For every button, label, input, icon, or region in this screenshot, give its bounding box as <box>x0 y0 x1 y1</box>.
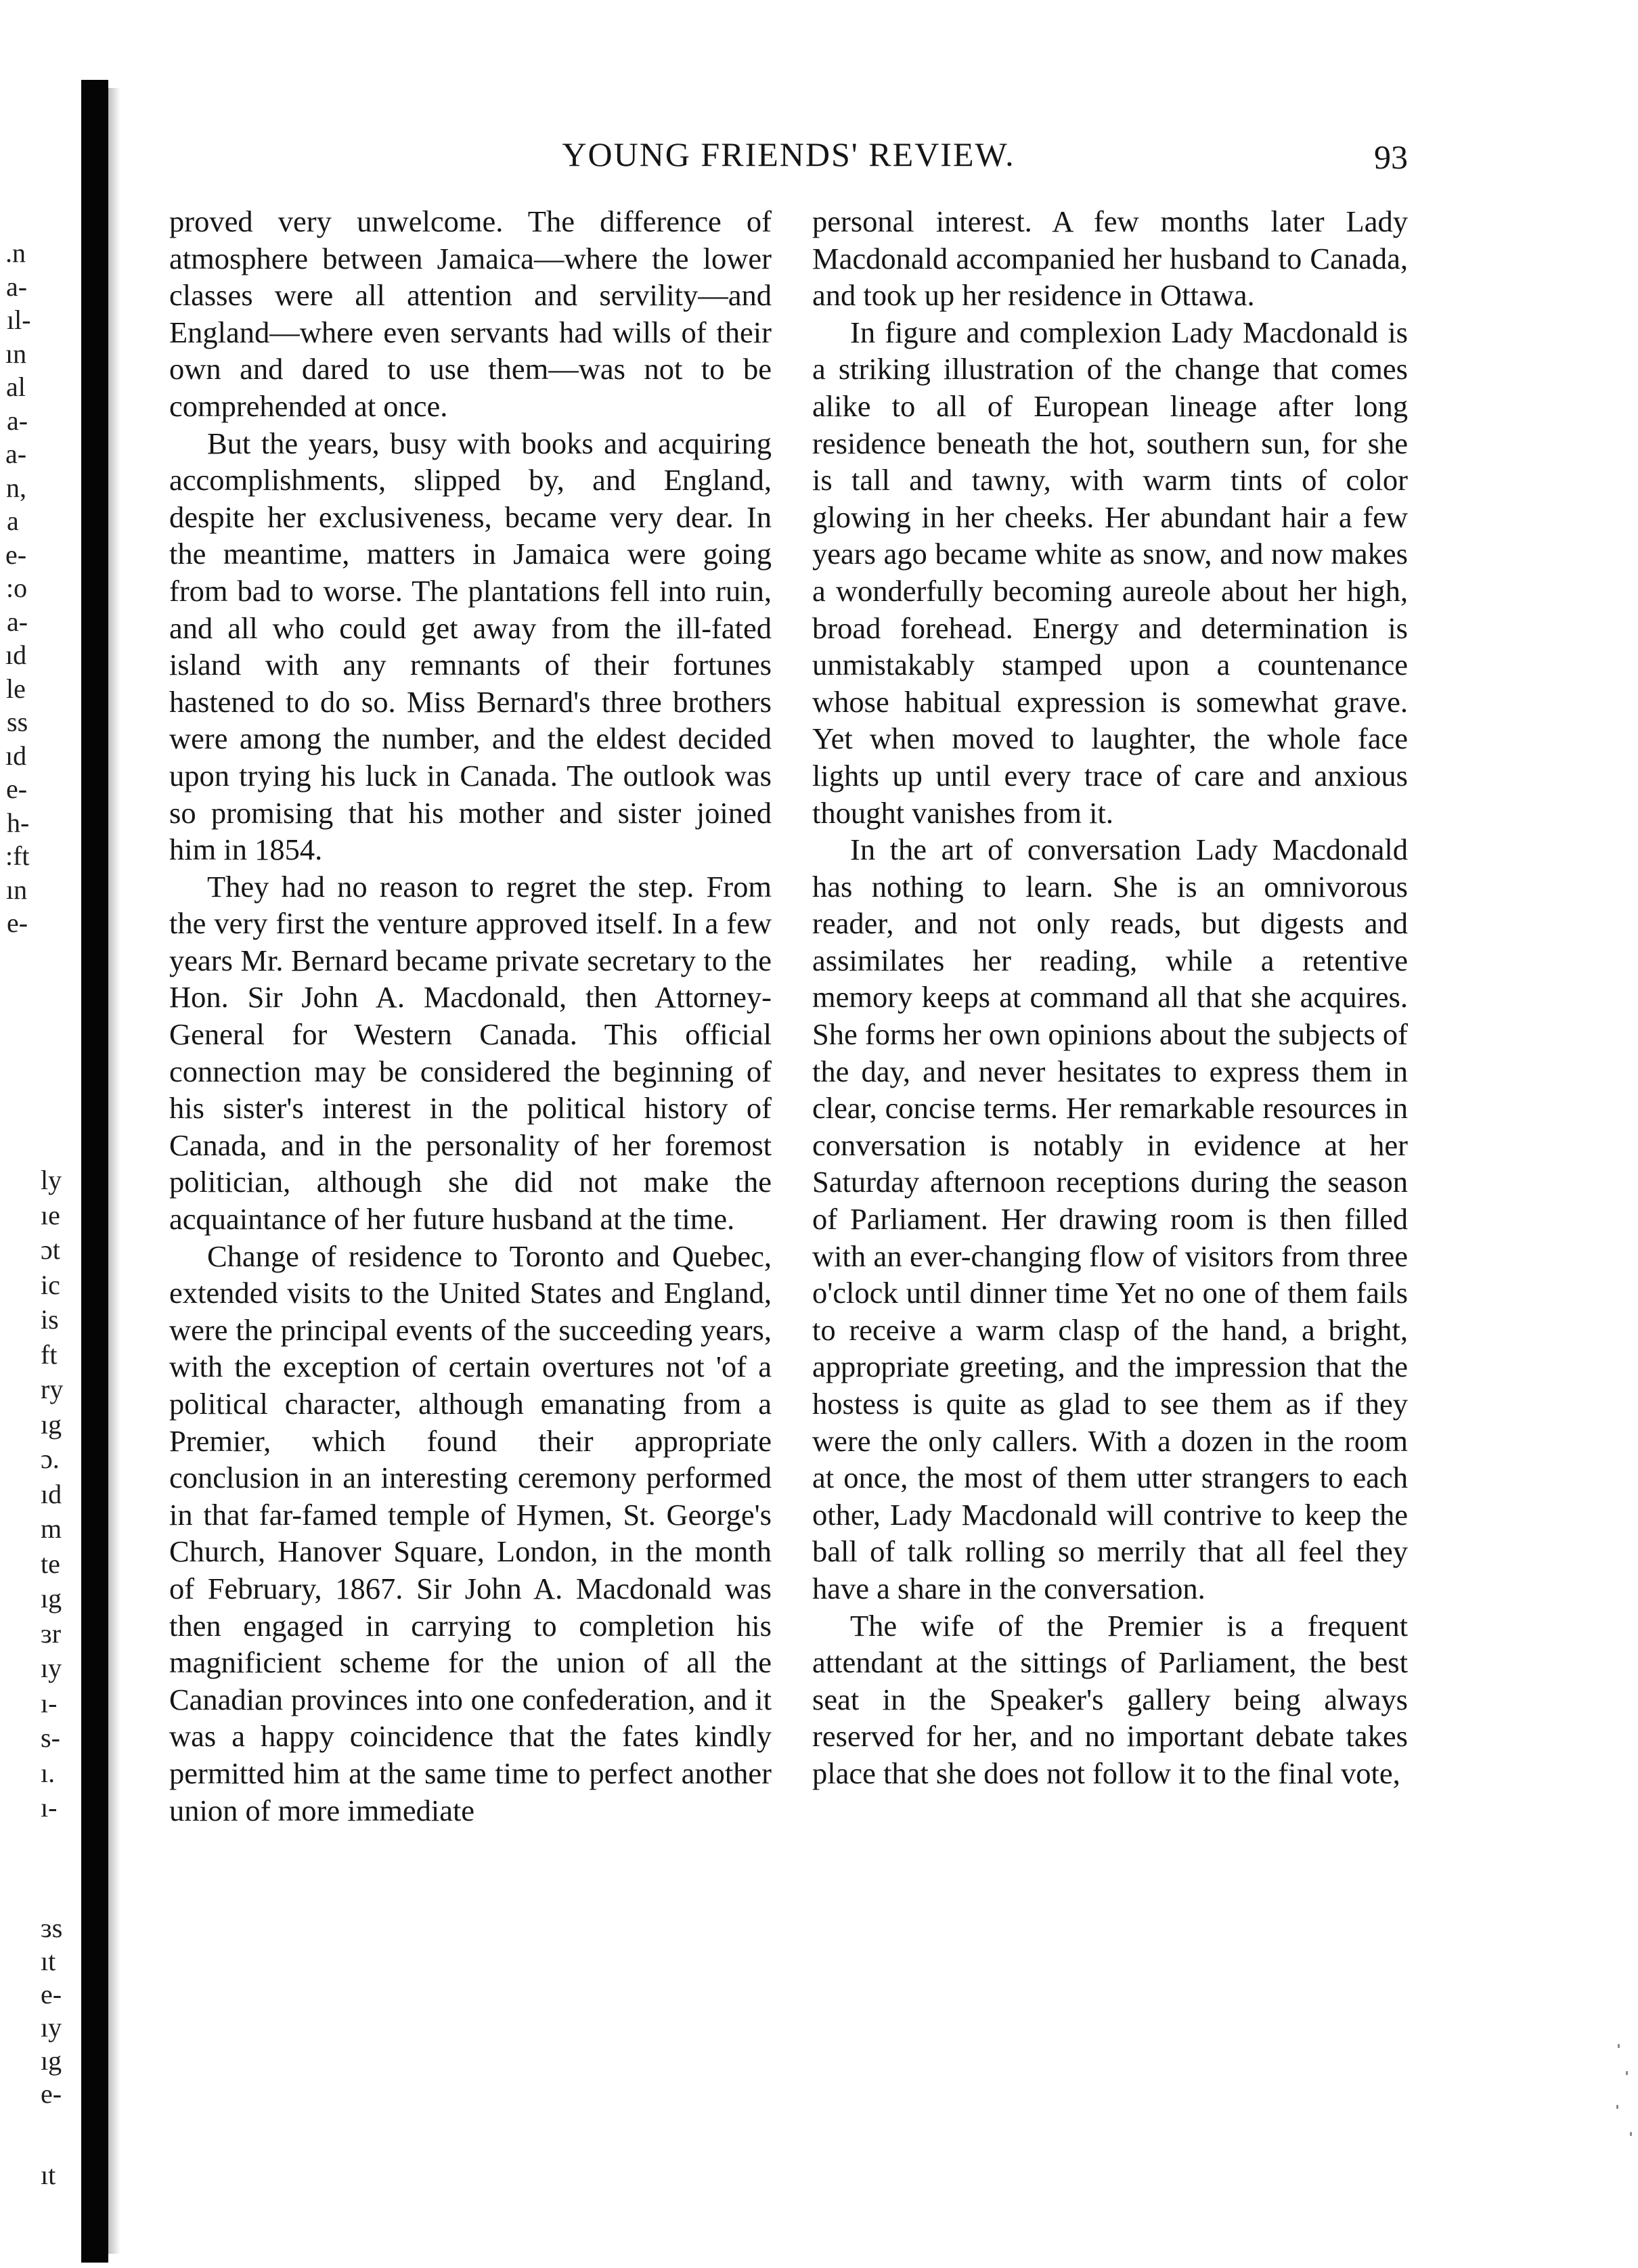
margin-fragment: a- <box>7 606 28 637</box>
margin-fragment: ı. <box>41 1757 56 1788</box>
paragraph: In figure and complexion Lady Macdonald is a striking illustration of the change that comes alike to all of European lineage after long residence beneath the hot, southern sun, for she is tall and tawny, with warm tints of color glowing in her cheeks. Her abundant hair a few years ago became white as snow, and now makes a wonderfully becoming aureole about her high, broad forehead. Energy and determination is unmistakably stamped upon a countenance whose habitual expression is somewhat grave. Yet when moved to laughter, the whole face lights up until every trace of care and anxious thought vanishes from it. <box>812 315 1408 830</box>
margin-fragment: e- <box>41 2078 62 2109</box>
margin-fragment: ıt <box>41 2160 56 2190</box>
margin-fragment: ɔt <box>41 1235 60 1265</box>
paragraph: personal interest. A few months later Lady Macdonald accompanied her husband to Canada, and took up her residence in Ottawa. <box>812 204 1408 313</box>
running-head: YOUNG FRIENDS' REVIEW. <box>562 135 1015 173</box>
margin-fragment: e- <box>5 539 27 570</box>
margin-fragment: ly <box>41 1165 62 1195</box>
paragraph: They had no reason to regret the step. From the very first the venture approved itself. In a few years Mr. Bernard became private secretary to the Hon. Sir John A. Macdonald, then Attorney-General for Western Canada. This official connection may be considered the beginning of his sister's interest in the political history of Canada, and in the personality of her foremost politician, although she did not make the acquaintance of her future husband at the time. <box>169 869 772 1237</box>
margin-fragment: m <box>41 1513 62 1544</box>
margin-fragment: ft <box>41 1339 58 1370</box>
page-number: 93 <box>1374 138 1408 176</box>
margin-fragment: ss <box>7 707 28 737</box>
margin-fragment: e- <box>41 1979 62 2009</box>
margin-fragment: e- <box>6 774 28 804</box>
margin-fragment: ıd <box>5 740 27 771</box>
margin-fragment: ıy <box>41 2012 62 2043</box>
margin-fragment: ry <box>41 1374 64 1404</box>
margin-fragment: ıd <box>41 1478 62 1509</box>
margin-fragment: ın <box>6 874 28 905</box>
margin-fragment: e- <box>7 908 28 938</box>
margin-fragment: ıg <box>41 1408 62 1440</box>
margin-fragment: is <box>41 1304 59 1335</box>
paragraph: proved very unwelcome. The difference of atmosphere between Jamaica—where the lower classes were all attention and servility—and England—where even servants had wills of their own and dared to use them—was not to be comprehended at once. <box>169 204 772 423</box>
margin-fragment: ıg <box>41 2045 62 2076</box>
margin-fragment: :o <box>6 573 28 603</box>
margin-fragment: ı- <box>41 1687 58 1718</box>
margin-fragment: n, <box>6 472 26 503</box>
paragraph: The wife of the Premier is a frequent attendant at the sittings of Parliament, the best seat in the Speaker's gallery being always reserved for her, and no important debate takes place that she does not follow it to the final vote, <box>812 1608 1408 1790</box>
margin-fragment: s- <box>41 1722 60 1753</box>
margin-fragment: ɔ. <box>41 1444 60 1474</box>
margin-fragment: ɜs <box>41 1913 63 1943</box>
scan-specks <box>1611 2030 1638 2166</box>
binding-shadow <box>81 80 108 2263</box>
margin-fragment: ıy <box>41 1653 62 1683</box>
binding-shadow-fade <box>108 88 120 2254</box>
right-column <box>812 203 1408 1792</box>
margin-fragment: h- <box>7 807 30 838</box>
margin-fragment: ic <box>41 1269 60 1300</box>
facing-page-margin-fragments <box>0 0 74 2268</box>
margin-fragment: ıd <box>5 640 27 670</box>
paragraph: Change of residence to Toronto and Quebec, extended visits to the United States and England, were the principal events of the succeeding years, with the exception of certain overtures not 'of a political character, although emanating from a Premier, which found their appropriate conclusion in an interesting ceremony performed in that far-famed temple of Hymen, St. George's Church, Hanover Square, London, in the month of February, 1867. Sir John A. Macdonald was then engaged in carrying to completion his magnificient scheme for the union of all the Canadian provinces into one confederation, and it was a happy coincidence that the fates kindly permitted him at the same time to perfect another union of more immediate <box>169 1239 772 1827</box>
margin-fragment: ın <box>5 338 27 369</box>
margin-fragment: ıe <box>41 1199 60 1230</box>
margin-fragment: ɜr <box>41 1618 62 1649</box>
margin-fragment: :ft <box>5 841 30 871</box>
left-column <box>169 203 772 1829</box>
margin-fragment: te <box>41 1548 60 1579</box>
margin-fragment: .n <box>5 238 26 268</box>
margin-fragment: le <box>6 673 26 704</box>
paragraph: In the art of conversation Lady Macdonald has nothing to learn. She is an omnivorous reader, and not only reads, but digests and assimilates her reading, while a retentive memory keeps at command all that she acquires. She forms her own opinions about the subjects of the day, and never hesitates to express them in clear, concise terms. Her remarkable resources in conversation is notably in evidence at her Saturday afternoon receptions during the season of Parliament. Her drawing room is then filled with an ever-changing flow of visitors from three o'clock until dinner time Yet no one of them fails to receive a warm clasp of the hand, a bright, appropriate greeting, and the impression that the hostess is quite as glad to see them as if they were the only callers. With a dozen in the room at once, the most of them utter strangers to each other, Lady Macdonald will contrive to keep the ball of talk rolling so merrily that all feel they have a share in the conversation. <box>812 832 1408 1605</box>
margin-fragment: a- <box>5 439 27 469</box>
margin-fragment: ı- <box>41 1792 58 1823</box>
paragraph: But the years, busy with books and acquiring accomplishments, slipped by, and England, despite her exclusiveness, became very dear. In the meantime, matters in Jamaica were going from bad to worse. The plantations fell into ruin, and all who could get away from the ill-fated island with any remnants of their fortunes hastened to do so. Miss Bernard's three brothers were among the number, and the eldest decided upon trying his luck in Canada. The outlook was so promising that his mother and sister joined him in 1854. <box>169 426 772 867</box>
margin-fragment: ıt <box>41 1946 56 1976</box>
margin-fragment: ıg <box>41 1583 62 1614</box>
margin-fragment: a <box>7 506 19 536</box>
margin-fragment: a- <box>6 271 28 302</box>
margin-fragment: a- <box>7 405 28 436</box>
margin-fragment: al <box>6 372 26 402</box>
margin-fragment: ıl- <box>7 305 31 335</box>
page-header <box>169 134 1408 183</box>
